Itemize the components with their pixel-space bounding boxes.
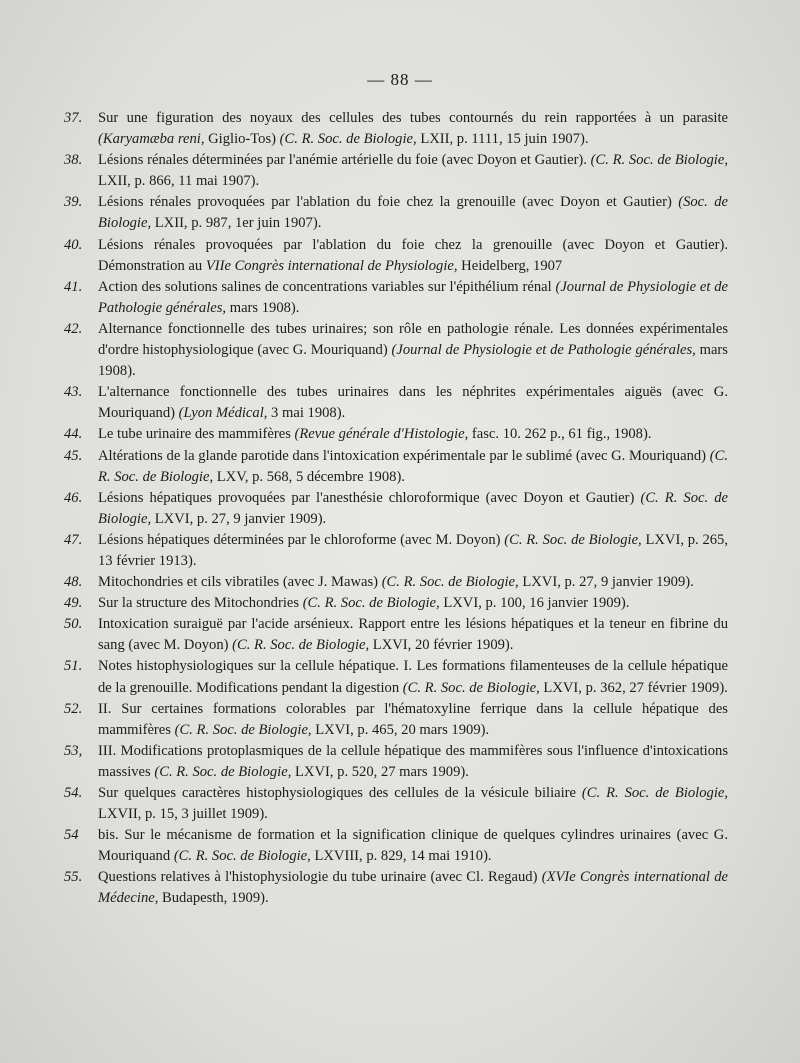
entry-citation: (C. R. Soc. de Biologie,	[590, 152, 728, 169]
bibliography-entry	[64, 530, 728, 572]
bibliography-entry	[64, 572, 728, 593]
entry-number: 48.	[64, 574, 83, 591]
entry-number: 49.	[64, 595, 83, 612]
entry-text: Lésions hépatiques provoquées par l'anesthésie chloroformique (avec Doyon et Gautier)	[98, 489, 641, 506]
entry-citation: (C. R. Soc. de Biologie,	[174, 721, 312, 738]
entry-citation: (Journal de Physiologie et de Pathologie générales,	[98, 278, 728, 316]
bibliography-entry	[64, 656, 728, 698]
entry-text: Sur quelques caractères histophysiologiques des cellules de la vésicule biliaire	[98, 785, 582, 801]
entry-text: LXII, p. 987, 1er juin 1907).	[151, 215, 322, 232]
entry-number: 37.	[64, 110, 83, 126]
entry-citation: (C. R. Soc. de Biologie,	[381, 574, 519, 591]
bibliography-entry	[64, 699, 728, 741]
bibliography-entry	[64, 382, 728, 424]
bibliography-entry	[64, 108, 728, 150]
bibliography-entry	[64, 867, 728, 909]
entry-citation: (Revue générale d'Histologie,	[294, 426, 469, 443]
page-number: — 88 —	[367, 70, 433, 89]
bibliography-entry	[64, 150, 728, 192]
entry-text: 3 mai 1908).	[267, 405, 346, 422]
entry-text: LXII, p. 1111, 15 juin 1907).	[416, 131, 589, 148]
entry-text: Questions relatives à l'histophysiologie du tube urinaire (avec Cl. Regaud)	[98, 869, 542, 886]
entry-citation: (C. R. Soc. de Biologie,	[402, 679, 540, 696]
entry-number: 50.	[64, 616, 83, 633]
entry-text: Lésions rénales déterminées par l'anémie artérielle du foie (avec Doyon et Gautier).	[98, 152, 591, 169]
bibliography-entry	[64, 741, 728, 783]
entry-text: LXVI, 20 février 1909).	[369, 637, 514, 654]
entry-citation: (C. R. Soc. de Biologie,	[279, 131, 417, 148]
entry-number: 54.	[64, 785, 83, 801]
bibliography-entry	[64, 192, 728, 234]
bibliography-list	[64, 108, 728, 910]
entry-number: 46.	[64, 489, 83, 506]
entry-text: LXVI, p. 265, 13 février 1913).	[98, 531, 728, 569]
entry-text: Mitochondries et cils vibratiles (avec J. Mawas)	[98, 574, 382, 591]
entry-text: LXVI, p. 465, 20 mars 1909).	[311, 721, 490, 738]
entry-text: Alternance fonctionnelle des tubes urinaires; son rôle en pathologie rénale. Les données expérimentales d'ordre histophysiologique (avec G. Mouriquand)	[98, 320, 728, 359]
entry-citation: (Soc. de Biologie,	[98, 194, 728, 232]
entry-number: 40.	[64, 236, 83, 253]
bibliography-entry	[64, 319, 728, 382]
entry-citation: (C. R. Soc. de Biologie,	[504, 531, 642, 548]
entry-text: Altérations de la glande parotide dans l'intoxication expérimentale par le sublimé (avec G. Mouriquand)	[98, 447, 710, 464]
entry-number: 43.	[64, 384, 83, 401]
entry-number: 51.	[64, 658, 83, 675]
entry-number: 42.	[64, 320, 83, 337]
entry-text: Sur une figuration des noyaux des cellules des tubes contournés du rein rapportées à un parasite	[98, 110, 728, 126]
entry-text: LXV, p. 568, 5 décembre 1908).	[213, 468, 405, 485]
entry-citation: (C. R. Soc. de Biologie,	[173, 848, 311, 865]
entry-number: 52.	[64, 700, 83, 717]
entry-text: III. Modifications protoplasmiques de la cellule hépatique des mammifères sous l'influence d'intoxications massives	[98, 742, 728, 780]
entry-text: Lésions rénales provoquées par l'ablation du foie chez la grenouille (avec Doyon et Gautier)	[98, 194, 679, 211]
entry-text: Sur la structure des Mitochondries	[98, 595, 303, 612]
entry-citation: (C. R. Soc. de Biologie,	[98, 447, 728, 485]
entry-text: , Heidelberg, 1907	[453, 257, 563, 274]
entry-text: mars 1908).	[226, 299, 300, 316]
entry-citation: (C. R. Soc. de Biologie,	[154, 763, 292, 780]
entry-number: 44.	[64, 426, 83, 443]
entry-text: LXVI, p. 100, 16 janvier 1909).	[439, 595, 630, 612]
entry-text: LXVII, p. 15, 3 juillet 1909).	[98, 806, 268, 823]
entry-text: mars 1908).	[98, 342, 728, 380]
entry-number: 45.	[64, 447, 83, 464]
entry-number: 41.	[64, 278, 83, 295]
entry-text: LXVIII, p. 829, 14 mai 1910).	[310, 848, 492, 865]
bibliography-entry	[64, 446, 728, 488]
entry-citation: (Karyamæba reni	[98, 131, 201, 148]
entry-text: Lésions rénales provoquées par l'ablation du foie chez la grenouille (avec Doyon et Gautier). Démonstration au	[98, 236, 728, 274]
bibliography-entry	[64, 424, 728, 445]
entry-text: Le tube urinaire des mammifères	[98, 426, 295, 443]
entry-text: LXVI, p. 520, 27 mars 1909).	[291, 763, 469, 780]
entry-text: LXVI, p. 27, 9 janvier 1909).	[518, 574, 694, 591]
entry-text: Notes histophysiologiques sur la cellule hépatique. I. Les formations filamenteuses de la cellule hépatique de la grenouille. Modifications pendant la digestion	[98, 658, 728, 696]
bibliography-entry	[64, 614, 728, 656]
bibliography-entry	[64, 235, 728, 277]
entry-text: , Giglio-Tos)	[200, 131, 280, 148]
entry-number: 38.	[64, 152, 83, 169]
entry-text: Action des solutions salines de concentrations variables sur l'épithélium rénal	[98, 278, 556, 295]
entry-text: Intoxication suraiguë par l'acide arsénieux. Rapport entre les lésions hépatiques et la teneur en fibrine du sang (avec M. Doyon)	[98, 616, 728, 654]
entry-number: 39.	[64, 194, 83, 211]
entry-citation: (XVIe Congrès international de Médecine,	[98, 869, 729, 907]
entry-number: 54	[64, 827, 79, 844]
entry-text: Budapesth, 1909).	[158, 890, 269, 907]
entry-number: 55.	[64, 869, 83, 886]
bibliography-entry	[64, 488, 728, 530]
entry-text: Lésions hépatiques déterminées par le chloroforme (avec M. Doyon)	[98, 531, 505, 548]
bibliography-entry	[64, 783, 728, 825]
entry-text: bis. Sur le mécanisme de formation et la signification clinique de quelques cylindres urinaires (avec G. Mouriquand	[98, 827, 728, 865]
entry-text: LXII, p. 866, 11 mai 1907).	[98, 173, 260, 190]
bibliography-entry	[64, 277, 728, 319]
entry-number: 47.	[64, 531, 83, 548]
entry-text: II. Sur certaines formations colorables par l'hématoxyline ferrique dans la cellule hépatique des mammifères	[98, 700, 728, 738]
entry-citation: (C. R. Soc. de Biologie,	[98, 489, 728, 527]
entry-citation: (Lyon Médical,	[178, 405, 268, 422]
bibliography-entry	[64, 593, 728, 614]
entry-text: LXVI, p. 27, 9 janvier 1909).	[151, 510, 327, 527]
entry-number: 53,	[64, 742, 83, 759]
entry-citation: VIIe Congrès international de Physiologie	[205, 257, 454, 274]
entry-text: fasc. 10. 262 p., 61 fig., 1908).	[468, 426, 652, 443]
entry-citation: (C. R. Soc. de Biologie,	[232, 637, 370, 654]
entry-text: LXVI, p. 362, 27 février 1909).	[539, 679, 728, 696]
bibliography-entry	[64, 825, 728, 867]
entry-citation: (C. R. Soc. de Biologie,	[581, 785, 728, 801]
entry-citation: (Journal de Physiologie et de Pathologie générales,	[391, 342, 696, 359]
entry-citation: (C. R. Soc. de Biologie,	[302, 595, 440, 612]
entry-text: L'alternance fonctionnelle des tubes urinaires dans les néphrites expérimentales aiguës (avec G. Mouriquand)	[98, 384, 728, 422]
